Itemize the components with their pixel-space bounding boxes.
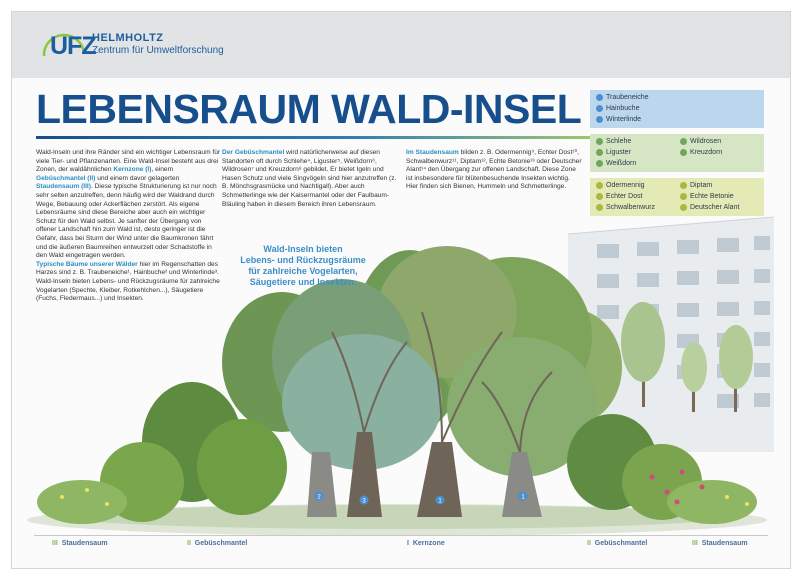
zone-label-gebuschmantel-left: II Gebüschmantel: [187, 540, 248, 547]
zone-label-staudensaum-right: III Staudensaum: [692, 540, 748, 547]
logo-text: UFZ: [50, 32, 96, 60]
legend-number-icon: [596, 193, 603, 200]
poster: [11, 11, 791, 569]
tree-marker-label: 2: [317, 494, 321, 501]
page-title: LEBENSRAUM WALD-INSEL: [36, 86, 582, 132]
trees-paragraph: Typische Bäume unserer Wälder hier im Regenschatten des Harzes sind z. B. Traubeneiche¹, Hainbuche² und Winterlinde³. Wald-Inseln bieten Lebens- und Rückzugsräume für zahlreiche Vogelarten (Spechte, Kleiber, Rotkehlchen...), Säugetiere (Fuchs, Fledermaus...) und Insekten.: [36, 260, 220, 303]
org-subtitle: Zentrum für Umweltforschung: [92, 45, 224, 56]
org-name: HELMHOLTZ: [92, 32, 164, 44]
legend-number-icon: [596, 116, 603, 123]
legend-number-icon: [596, 105, 603, 112]
legend-number-icon: [596, 138, 603, 145]
intro-paragraph: Wald-Inseln und ihre Ränder sind ein wichtiger Lebensraum für viele Tier- und Pflanzenarten. Eine Wald-Insel besteht aus drei Zonen, der waldähnlichen Kernzone (I), einem Gebüschmantel (II) und einem davor gelagerten Staudensaum (III). Diese typische Strukturierung ist nur noch sehr selten anzutreffen, denn häufig wird der Waldrand durch Wege, Bebauung oder Ackerflächen zerstört. Als eigene Lebensräume sind diese Bereiche aber auch ein wichtiger Schutz für den Wald selbst. Je sanfter der Übergang von offener Landschaft hin zum Wald ist, desto geringer ist die Gefahr, dass bei Sturm der Wind unter die Baumkronen fährt und die äußeren Baumreihen entwurzelt oder Schadstoffe in den Wald eingetragen werden.: [36, 149, 221, 260]
tree-marker-label: 1: [521, 494, 525, 501]
legend-number-icon: [680, 182, 687, 189]
tree-marker-label: 3: [362, 498, 366, 505]
legend-gebuschmantel: Schlehe Liguster Weißdorn Wildrosen Kreuzdorn: [590, 134, 764, 172]
legend-number-icon: [596, 182, 603, 189]
callout-text: Wald-Inseln bieten Lebens- und Rückzugsräume für zahlreiche Vogelarten, Säugetiere und Insekten.: [240, 244, 366, 287]
legend-number-icon: [680, 149, 687, 156]
legend-staudensaum: Odermennig Echter Dost Schwalbenwurz Diptam Echte Betonie Deutscher Alant: [590, 178, 764, 216]
zone-label-gebuschmantel-right: II Gebüschmantel: [587, 540, 648, 547]
legend-number-icon: [680, 204, 687, 211]
legend-number-icon: [680, 138, 687, 145]
stauden-paragraph: Im Staudensaum bilden z. B. Odermennig⁹, Echter Dost¹⁰, Schwalbenwurz¹¹, Diptam¹², Echte Betonie¹³ oder Deutscher Alant¹⁴ den Übergang zur offenen Landschaft. Diese Zone ist insbesondere für blütenbesuchende Insekten wichtig. Hier finden sich Bienen, Hummeln und Schmetterlinge.: [406, 149, 582, 191]
legend-number-icon: [596, 160, 603, 167]
legend-number-icon: [596, 149, 603, 156]
legend-number-icon: [596, 94, 603, 101]
legend-kernzone: Traubeneiche Hainbuche Winterlinde: [590, 90, 764, 128]
zone-divider: [34, 535, 768, 536]
zone-label-staudensaum-left: III Staudensaum: [52, 540, 108, 547]
legend-number-icon: [596, 204, 603, 211]
gebusch-paragraph: Der Gebüschmantel wird natürlicherweise auf diesen Standorten oft durch Schlehe⁴, Liguster⁵, Weißdorn⁶, Wildrosen⁷ und Kreuzdorn⁸ gebildet. Er bietet Igeln und Hasen Schutz und viele Singvögeln sind hier anzutreffen (z. B. Mönchsgrasmücke und Nachtigall). Aber auch Schmetterlinge wie der Kaisermantel oder der Faulbaum-Bläuling haben in diesem Bereich ihren Lebensraum.: [222, 149, 397, 208]
zone-label-kernzone: I Kernzone: [407, 540, 445, 547]
legend-number-icon: [680, 193, 687, 200]
tree-marker-label: 1: [438, 498, 442, 505]
